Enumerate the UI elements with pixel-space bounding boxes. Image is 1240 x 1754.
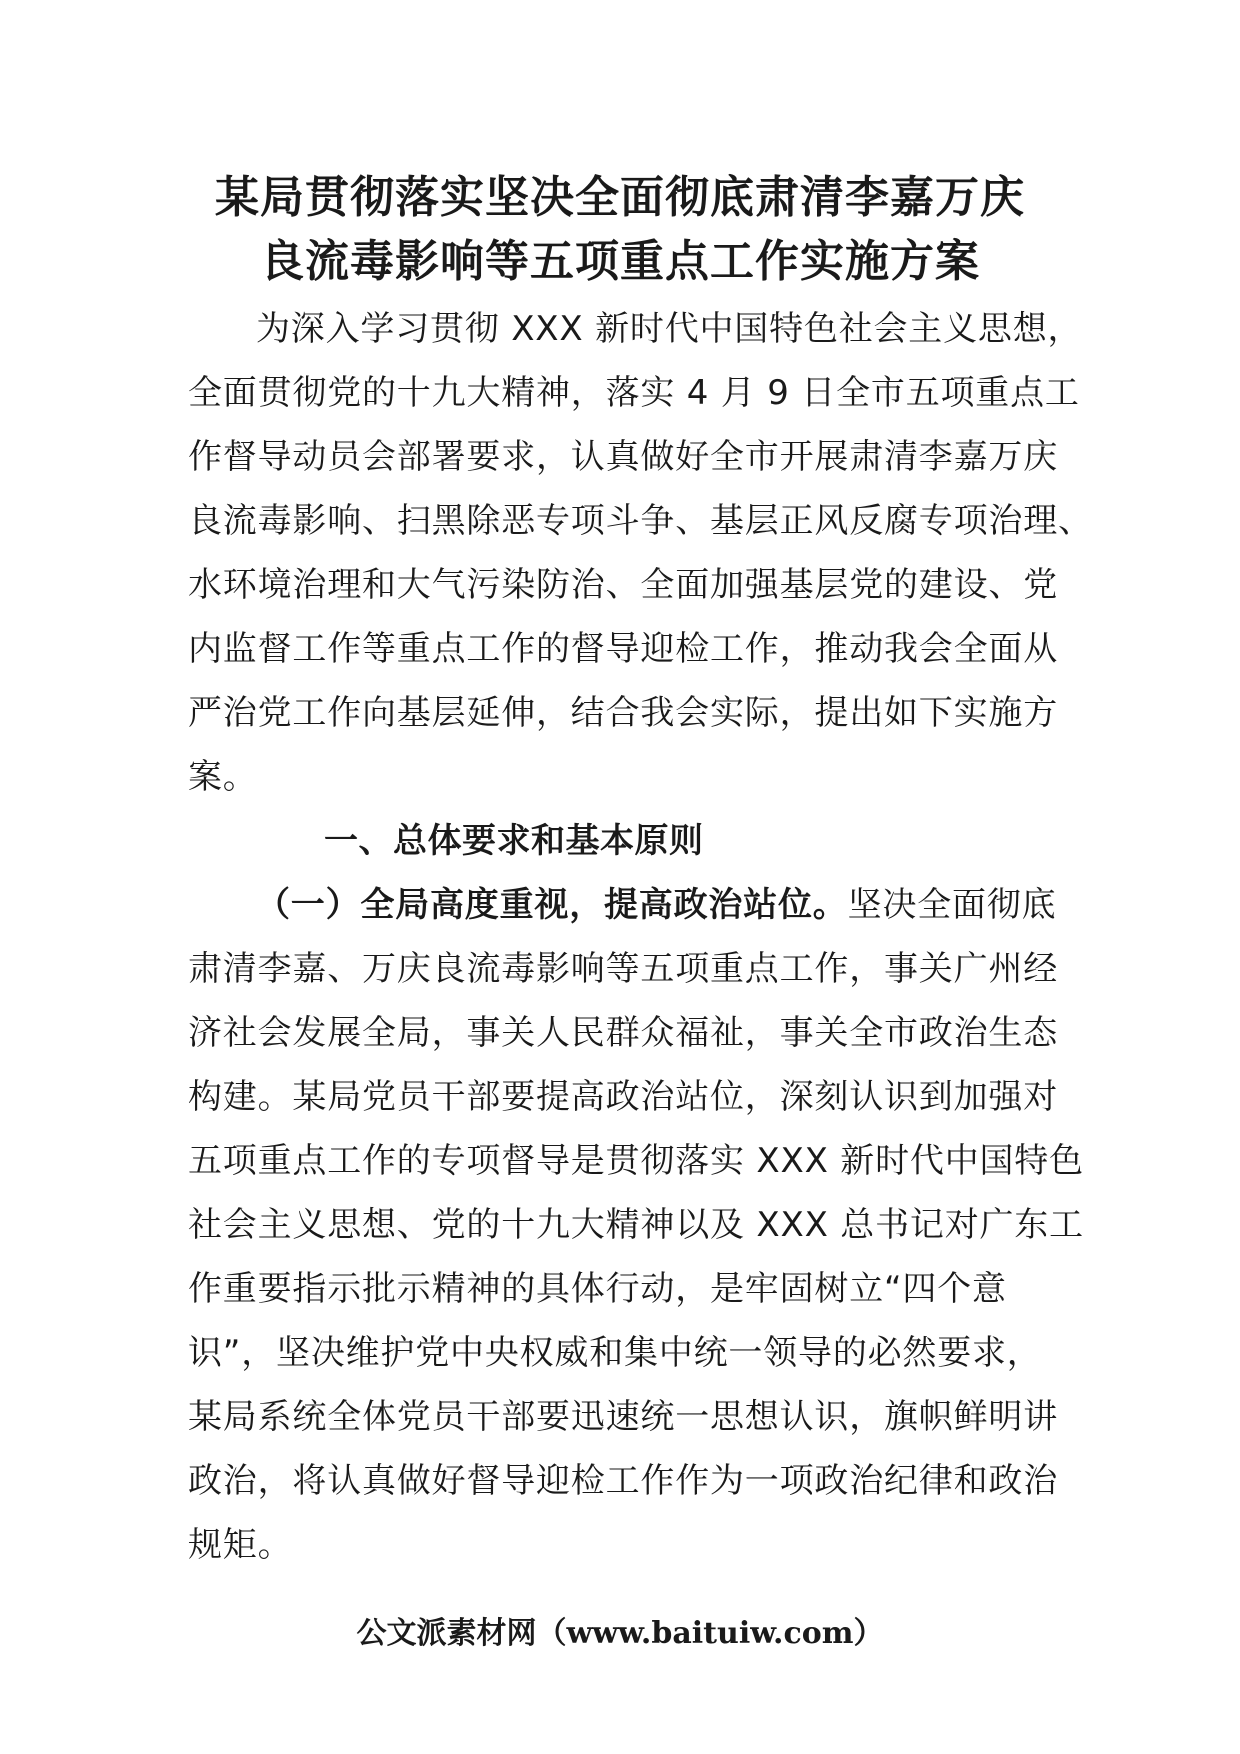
subsection-line: 政治，将认真做好督导迎检工作作为一项政治纪律和政治 [188,1461,1058,1501]
intro-line: 为深入学习贯彻 XXX 新时代中国特色社会主义思想， [256,309,1083,349]
subsection-line: 济社会发展全局，事关人民群众福祉，事关全市政治生态 [188,1013,1058,1053]
intro-line: 全面贯彻党的十九大精神，落实 4 月 9 日全市五项重点工 [188,373,1080,413]
subsection-line: 肃清李嘉、万庆良流毒影响等五项重点工作，事关广州经 [188,949,1058,989]
title-line-1: 某局贯彻落实坚决全面彻底肃清李嘉万庆 [215,172,1025,223]
subsection-first-line [188,873,1057,937]
subsection-line: 规矩。 [188,1525,293,1565]
title-line-2: 良流毒影响等五项重点工作实施方案 [260,236,980,287]
intro-line: 严治党工作向基层延伸，结合我会实际，提出如下实施方 [188,693,1058,733]
intro-line: 案。 [188,757,258,797]
subsection-title: （一）全局高度重视，提高政治站位。 [256,885,848,925]
intro-line: 水环境治理和大气污染防治、全面加强基层党的建设、党 [188,565,1058,605]
subsection-line: 识”，坚决维护党中央权威和集中统一领导的必然要求， [188,1333,1042,1373]
subsection-line: 作重要指示批示精神的具体行动，是牢固树立“四个意 [188,1269,1007,1309]
intro-line: 良流毒影响、扫黑除恶专项斗争、基层正风反腐专项治理、 [188,501,1093,541]
document-title [180,166,1060,294]
subsection-line: 五项重点工作的专项督导是贯彻落实 XXX 新时代中国特色 [188,1141,1084,1181]
intro-line: 内监督工作等重点工作的督导迎检工作，推动我会全面从 [188,629,1058,669]
subsection-paragraph [188,873,1084,1577]
section-heading: 一、总体要求和基本原则 [324,821,704,861]
footer-watermark-text: 公文派素材网（www.baituiw.com） [356,1616,884,1651]
subsection-line: 社会主义思想、党的十九大精神以及 XXX 总书记对广东工 [188,1205,1084,1245]
intro-paragraph [188,297,1093,809]
subsection-line: 构建。某局党员干部要提高政治站位，深刻认识到加强对 [188,1077,1058,1117]
document-body [188,297,1093,1577]
subsection-line: 某局系统全体党员干部要迅速统一思想认识，旗帜鲜明讲 [188,1397,1058,1437]
subsection-lead-text: 坚决全面彻底 [847,885,1057,925]
intro-line: 作督导动员会部署要求，认真做好全市开展肃清李嘉万庆 [188,437,1058,477]
